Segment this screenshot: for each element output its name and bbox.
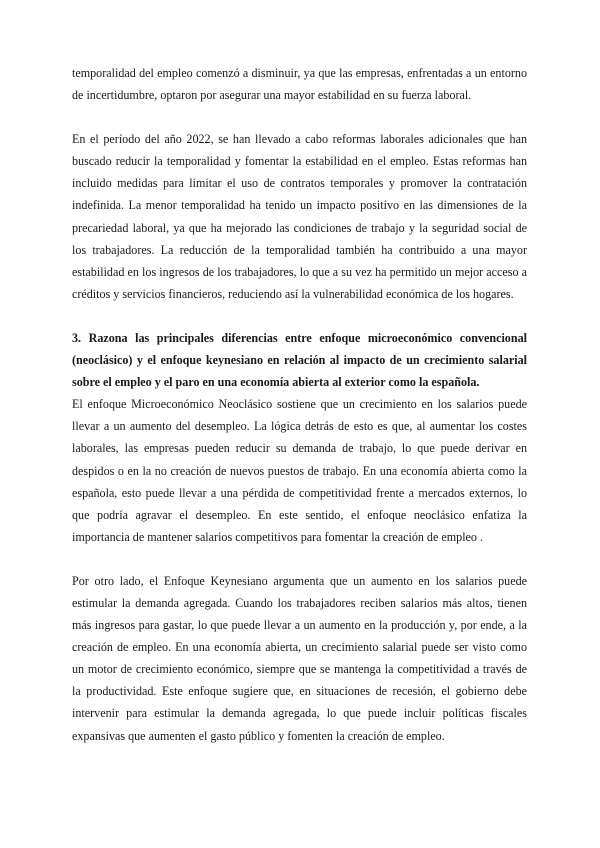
answer-paragraph-neoclasico: El enfoque Microeconómico Neoclásico sostiene que un crecimiento en los salarios puede llevar a un aumento del desempleo. La lógica detrás de esto es que, al aumentar los costes laborales, las empresas pueden reducir su demanda de trabajo, lo que puede derivar en despidos o en la no creación de nuevos puestos de trabajo. En una economía abierta como la española, esto puede llevar a una pérdida de competitividad frente a mercados externos, lo que podría agravar el desempleo. En este sentido, el enfoque neoclásico enfatiza la importancia de mantener salarios competitivos para fomentar la creación de empleo . <box>72 397 527 544</box>
answer-paragraph-keynesiano: Por otro lado, el Enfoque Keynesiano argumenta que un aumento en los salarios puede estimular la demanda agregada. Cuando los trabajadores reciben salarios más altos, tienen más ingresos para gastar, lo que puede llevar a un aumento en la producción y, por ende, a la creación de empleo. En una economía abierta, un crecimiento salarial puede ser visto como un motor de crecimiento económico, siempre que se mantenga la competitividad a través de la productividad. Este enfoque sugiere que, en situaciones de recesión, el gobierno debe intervenir para estimular la demanda agregada, lo que puede incluir políticas fiscales expansivas que aumenten el gasto público y fomenten la creación de empleo. <box>72 573 527 743</box>
question-heading: 3. Razona las principales diferencias entre enfoque microeconómico convencional (neoclásico) y el enfoque keynesiano en relación al impacto de un crecimiento salarial sobre el empleo y el paro en una economía abierta al exterior como la española. <box>72 330 527 390</box>
document-page <box>72 62 527 747</box>
paragraph-temporalidad-intro: temporalidad del empleo comenzó a disminuir, ya que las empresas, enfrentadas a un entorno de incertidumbre, optaron por asegurar una mayor estabilidad en su fuerza laboral. <box>72 66 527 103</box>
paragraph-reformas-2022: En el período del año 2022, se han llevado a cabo reformas laborales adicionales que han buscado reducir la temporalidad y fomentar la estabilidad en el empleo. Estas reformas han incluido medidas para limitar el uso de contratos temporales y promover la contratación indefinida. La menor temporalidad ha tenido un impacto positivo en las dimensiones de la precariedad laboral, ya que ha mejorado las condiciones de trabajo y la seguridad social de los trabajadores. La reducción de la temporalidad también ha contribuido a una mayor estabilidad en los ingresos de los trabajadores, lo que a su vez ha permitido un mejor acceso a créditos y servicios financieros, reduciendo así la vulnerabilidad económica de los hogares. <box>72 132 527 301</box>
